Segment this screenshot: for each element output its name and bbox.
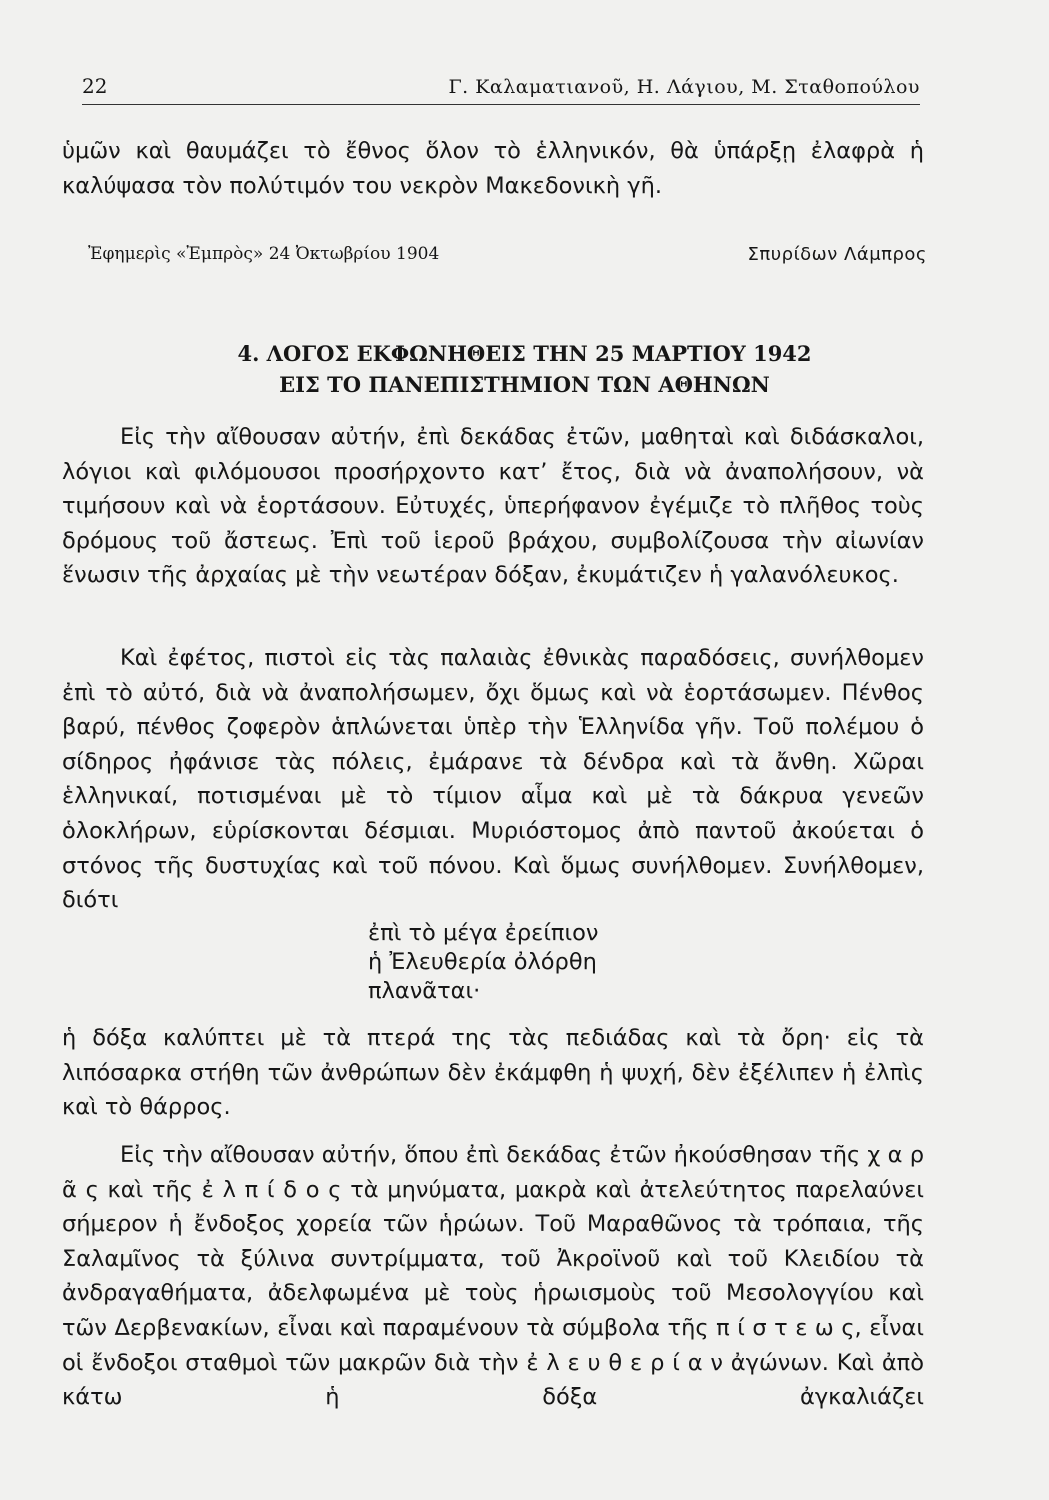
paragraph-3: ἡ δόξα καλύπτει μὲ τὰ πτερά της τὰς πεδιάδας καὶ τὰ ὄρη· εἰς τὰ λιπόσαρκα στήθη τῶν ἀνθρώπων δὲν ἐκάμφθη ἡ ψυχή, δὲν ἐξέλιπεν ἡ ἐλπὶς καὶ τὸ θάρρος. [62,1025,924,1121]
author-signature: Σπυρίδων Λάμπρος [747,244,927,265]
section-heading [0,338,1049,400]
verse-line-1: ἐπὶ τὸ μέγα ἐρείπιον [368,920,599,946]
verse-line-2: ἡ Ἐλευθερία ὀλόρθη [368,949,597,975]
paragraph-2: Καὶ ἐφέτος, πιστοὶ εἰς τὰς παλαιὰς ἐθνικὰς παραδόσεις, συνήλθομεν ἐπὶ τὸ αὐτό, διὰ νὰ ἀναπολήσωμεν, ὄχι ὅμως καὶ νὰ ἑορτάσωμεν. Πένθος βαρύ, πένθος ζοφερὸν ἁπλώνεται ὑπὲρ τὴν Ἑλληνίδα γῆν. Τοῦ πολέμου ὁ σίδηρος ἠφάνισε τὰς πόλεις, ἐμάρανε τὰ δένδρα καὶ τὰ ἄνθη. Χῶραι ἑλληνικαί, ποτισμέναι μὲ τὸ τίμιον αἷμα καὶ μὲ τὰ δάκρυα γενεῶν ὁλοκλήρων, εὑρίσκονται δέσμιαι. Μυριόστομος ἀπὸ παντοῦ ἀκούεται ὁ στόνος τῆς δυστυχίας καὶ τοῦ πόνου. Καὶ ὅμως συνήλθομεν. Συνήλθομεν, διότι [62,645,924,914]
running-head-authors: Γ. Καλαματιανοῦ, Η. Λάγιου, Μ. Σταθοπούλου [448,76,920,98]
verse-line-3: πλανᾶται· [368,978,481,1004]
verse-quotation [368,919,598,1006]
section-heading-line-2: ΕΙΣ ΤΟ ΠΑΝΕΠΙΣΤΗΜΙΟΝ ΤΩΝ ΑΘΗΝΩΝ [279,372,770,397]
continued-paragraph: ὑμῶν καὶ θαυμάζει τὸ ἔθνος ὅλον τὸ ἑλληνικόν, θὰ ὑπάρξῃ ἐλαφρὰ ἡ καλύψασα τὸν πολύτιμόν του νεκρὸν Μακεδονικὴ γῆ. [62,138,924,199]
source-citation: Ἐφημερὶς «Ἐμπρὸς» 24 Ὀκτωβρίου 1904 [88,244,440,264]
paragraph-1: Εἰς τὴν αἴθουσαν αὐτήν, ἐπὶ δεκάδας ἐτῶν, μαθηταὶ καὶ διδάσκαλοι, λόγιοι καὶ φιλόμουσοι προσήρχοντο κατ’ ἔτος, διὰ νὰ ἀναπολήσουν, νὰ τιμήσουν καὶ νὰ ἑορτάσουν. Εὐτυχές, ὑπερήφανον ἐγέμιζε τὸ πλῆθος τοὺς δρόμους τοῦ ἄστεως. Ἐπὶ τοῦ ἱεροῦ βράχου, συμβολίζουσα τὴν αἰωνίαν ἕνωσιν τῆς ἀρχαίας μὲ τὴν νεωτέραν δόξαν, ἐκυμάτιζεν ἡ γαλανόλευκος. [62,424,924,589]
page-header [82,62,920,102]
section-heading-line-1: 4. ΛΟΓΟΣ ΕΚΦΩΝΗΘΕΙΣ ΤΗΝ 25 ΜΑΡΤΙΟΥ 1942 [237,341,812,366]
page-number: 22 [82,74,108,98]
source-citation-row [88,244,927,265]
header-rule [82,104,920,105]
paragraph-4: Εἰς τὴν αἴθουσαν αὐτήν, ὅπου ἐπὶ δεκάδας ἐτῶν ἠκούσθησαν τῆς χ α ρ ᾶ ς καὶ τῆς ἐ λ π ί δ ο ς τὰ μηνύματα, μακρὰ καὶ ἀτελεύτητος παρελαύνει σήμερον ἡ ἔνδοξος χορεία τῶν ἡρώων. Τοῦ Μαραθῶνος τὰ τρόπαια, τῆς Σαλαμῖνος τὰ ξύλινα συντρίμματα, τοῦ Ἀκροϊνοῦ καὶ τοῦ Κλειδίου τὰ ἀνδραγαθήματα, ἀδελφωμένα μὲ τοὺς ἡρωισμοὺς τοῦ Μεσολογγίου καὶ τῶν Δερβενακίων, εἶναι καὶ παραμένουν τὰ σύμβολα τῆς π ί σ τ ε ω ς, εἶναι οἱ ἔνδοξοι σταθμοὶ τῶν μακρῶν διὰ τὴν ἐ λ ε υ θ ε ρ ί α ν ἀγώνων. Καὶ ἀπὸ κάτω ἡ δόξα ἀγκαλιάζει [62,1142,924,1411]
